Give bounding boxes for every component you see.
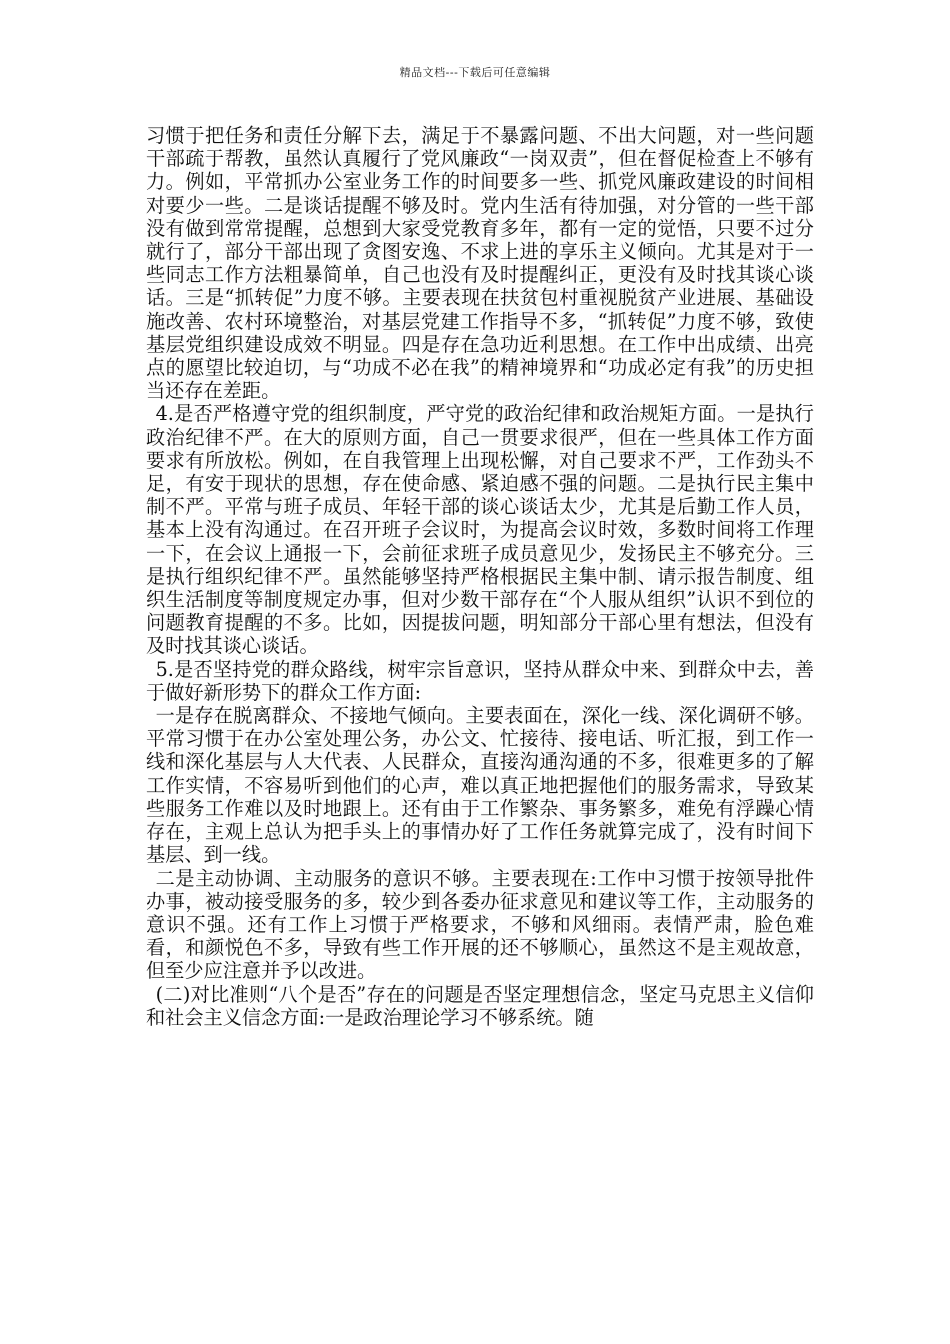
document-body <box>146 124 814 1029</box>
paragraph-continuation: 习惯于把任务和责任分解下去，满足于不暴露问题、不出大问题，对一些问题干部疏于帮教，虽然认真履行了党风廉政“一岗双责”，但在督促检查上不够有力。例如，平常抓办公室业务工作的时间要多一些、抓党风廉政建设的时间相对要少一些。二是谈话提醒不够及时。党内生活有待加强，对分管的一些干部没有做到常常提醒，总想到大家受党教育多年，都有一定的觉悟，只要不过分就行了，部分干部出现了贪图安逸、不求上进的享乐主义倾向。尤其是对于一些同志工作方法粗暴简单，自己也没有及时提醒纠正，更没有及时找其谈心谈话。三是“抓转促”力度不够。主要表现在扶贫包村重视脱贫产业进展、基础设施改善、农村环境整治，对基层党建工作指导不多，“抓转促”力度不够，致使基层党组织建设成效不明显。四是存在急功近利思想。在工作中出成绩、出亮点的愿望比较迫切，与“功成不必在我”的精神境界和“功成必定有我”的历史担当还存在差距。 <box>146 124 814 403</box>
paragraph-section-5: 5.是否坚持党的群众路线，树牢宗旨意识，坚持从群众中来、到群众中去，善于做好新形势下的群众工作方面: <box>146 657 814 704</box>
page-header: 精品文档---下载后可任意编辑 <box>399 66 551 79</box>
paragraph-part-2: (二)对比准则“八个是否”存在的问题是否坚定理想信念，坚定马克思主义信仰和社会主义信念方面:一是政治理论学习不够系统。随 <box>146 982 814 1029</box>
paragraph-point-1: 一是存在脱离群众、不接地气倾向。主要表面在，深化一线、深化调研不够。平常习惯于在办公室处理公务，办公文、忙接待、接电话、听汇报，到工作一线和深化基层与人大代表、人民群众，直接沟通沟通的不多，很难更多的了解工作实情，不容易听到他们的心声，难以真正地把握他们的服务需求，导致某些服务工作难以及时地跟上。还有由于工作繁杂、事务繁多，难免有浮躁心情存在，主观上总认为把手头上的事情办好了工作任务就算完成了，没有时间下基层、到一线。 <box>146 704 814 867</box>
paragraph-section-4: 4.是否严格遵守党的组织制度，严守党的政治纪律和政治规矩方面。一是执行政治纪律不严。在大的原则方面，自己一贯要求很严，但在一些具体工作方面要求有所放松。例如，在自我管理上出现松懈，对自己要求不严，工作劲头不足，有安于现状的思想，存在使命感、紧迫感不强的问题。二是执行民主集中制不严。平常与班子成员、年轻干部的谈心谈话太少，尤其是后勤工作人员，基本上没有沟通过。在召开班子会议时，为提高会议时效，多数时间将工作理一下，在会议上通报一下，会前征求班子成员意见少，发扬民主不够充分。三是执行组织纪律不严。虽然能够坚持严格根据民主集中制、请示报告制度、组织生活制度等制度规定办事，但对少数干部存在“个人服从组织”认识不到位的问题教育提醒的不多。比如，因提拔问题，明知部分干部心里有想法，但没有及时找其谈心谈话。 <box>146 402 814 658</box>
paragraph-point-2: 二是主动协调、主动服务的意识不够。主要表现在:工作中习惯于按领导批件办事，被动接受服务的多，较少到各委办征求意见和建议等工作，主动服务的意识不强。还有工作上习惯于严格要求，不够和风细雨。表情严肃，脸色难看，和颜悦色不多，导致有些工作开展的还不够顺心，虽然这不是主观故意，但至少应注意并予以改进。 <box>146 866 814 983</box>
